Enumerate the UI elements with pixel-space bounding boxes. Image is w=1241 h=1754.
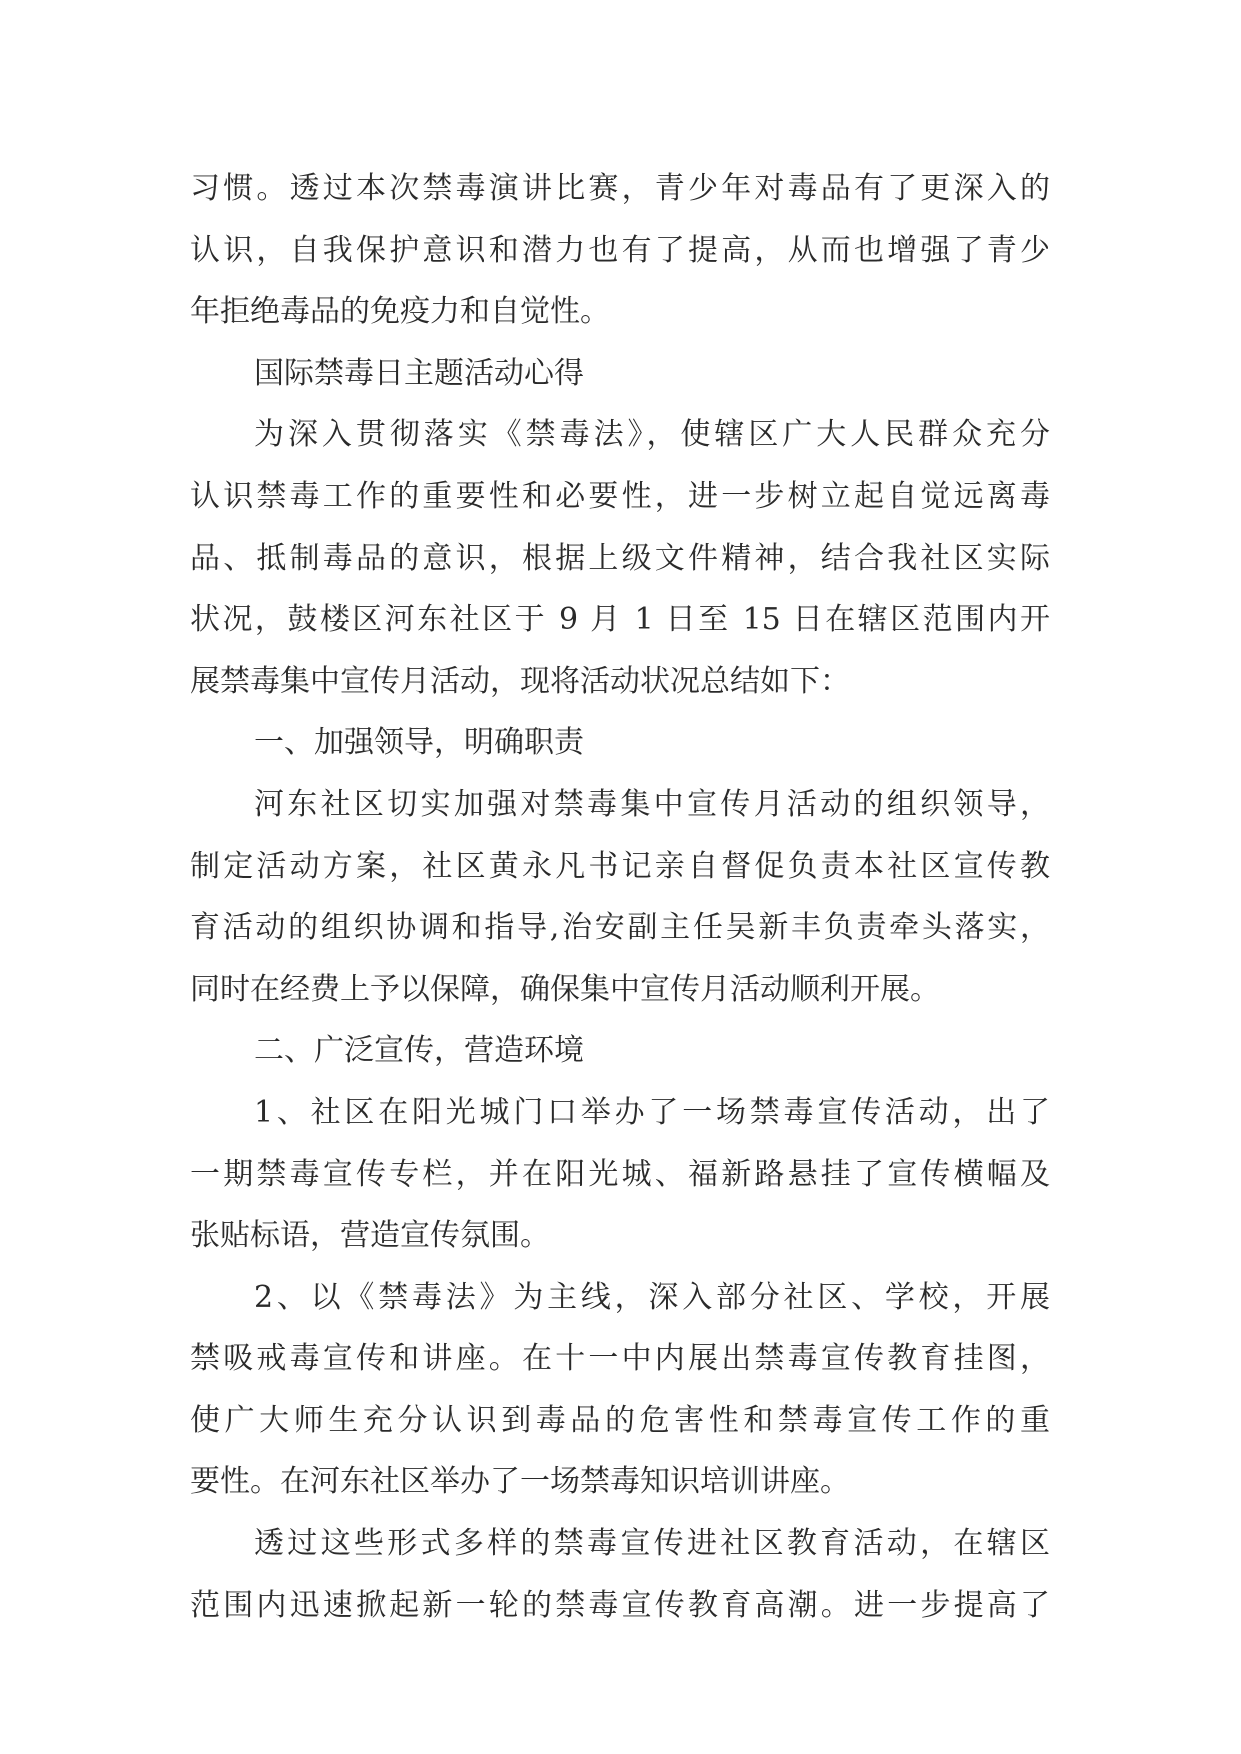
- text-line: 育活动的组织协调和指导,治安副主任吴新丰负责牵头落实，: [190, 910, 1050, 946]
- text-line: 河东社区切实加强对禁毒集中宣传月活动的组织领导，: [254, 786, 1050, 822]
- text-line: 张贴标语，营造宣传氛围。: [190, 1218, 550, 1254]
- text-line: 使广大师生充分认识到毒品的危害性和禁毒宣传工作的重: [190, 1402, 1050, 1438]
- text-line: 年拒绝毒品的免疫力和自觉性。: [190, 294, 610, 330]
- text-line: 二、广泛宣传，营造环境: [254, 1033, 584, 1069]
- text-line: 品、抵制毒品的意识，根据上级文件精神，结合我社区实际: [190, 540, 1050, 576]
- text-line: 要性。在河东社区举办了一场禁毒知识培训讲座。: [190, 1464, 850, 1500]
- text-line: 认识禁毒工作的重要性和必要性，进一步树立起自觉远离毒: [190, 478, 1050, 514]
- text-line: 展禁毒集中宣传月活动，现将活动状况总结如下：: [190, 663, 850, 699]
- text-line: 制定活动方案，社区黄永凡书记亲自督促负责本社区宣传教: [190, 848, 1050, 884]
- text-line: 禁吸戒毒宣传和讲座。在十一中内展出禁毒宣传教育挂图，: [190, 1341, 1050, 1377]
- text-line: 习惯。透过本次禁毒演讲比赛，青少年对毒品有了更深入的: [190, 171, 1050, 206]
- text-line: 一期禁毒宣传专栏，并在阳光城、福新路悬挂了宣传横幅及: [190, 1156, 1050, 1192]
- text-line: 范围内迅速掀起新一轮的禁毒宣传教育高潮。进一步提高了: [190, 1587, 1050, 1623]
- text-line: 透过这些形式多样的禁毒宣传进社区教育活动，在辖区: [254, 1526, 1050, 1562]
- text-line: 状况，鼓楼区河东社区于 9 月 1 日至 15 日在辖区范围内开: [190, 602, 1050, 638]
- text-line: 为深入贯彻落实《禁毒法》，使辖区广大人民群众充分: [254, 417, 1050, 453]
- text-line: 认识，自我保护意识和潜力也有了提高，从而也增强了青少: [190, 232, 1050, 268]
- text-line: 一、加强领导，明确职责: [254, 725, 584, 761]
- text-line: 1、社区在阳光城门口举办了一场禁毒宣传活动，出了: [254, 1094, 1050, 1130]
- text-line: 国际禁毒日主题活动心得: [254, 355, 584, 391]
- text-line: 同时在经费上予以保障，确保集中宣传月活动顺利开展。: [190, 971, 940, 1007]
- text-line: 2、以《禁毒法》为主线，深入部分社区、学校，开展: [254, 1279, 1050, 1315]
- document-body: [190, 158, 1050, 1636]
